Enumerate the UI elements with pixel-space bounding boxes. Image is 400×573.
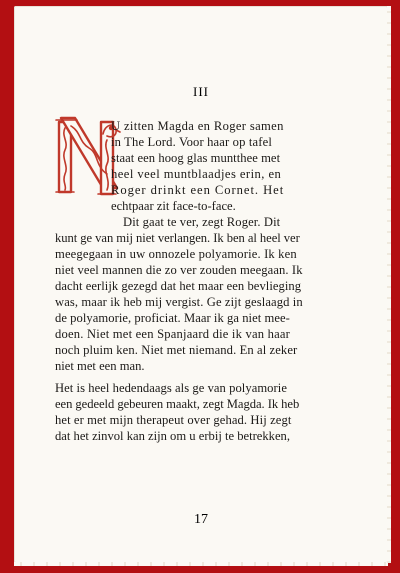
text-line: een gedeeld gebeuren maakt, zegt Magda. Ik heb bbox=[55, 397, 300, 411]
text-line: dat het zinvol kan zijn om u erbij te betrekken, bbox=[55, 429, 291, 443]
text-line: niet veel mannen die zo ver zouden meegaan. Ik bbox=[55, 263, 303, 277]
text-line: kunt ge van mij niet verlangen. Ik ben al heel ver bbox=[55, 231, 300, 245]
text-line: Het is heel hedendaags als ge van polyamorie bbox=[55, 381, 287, 395]
text-line: in The Lord. Voor haar op tafel bbox=[111, 135, 272, 149]
text-line: echtpaar zit face-to-face. bbox=[111, 199, 236, 213]
text-line: de polyamorie, proficiat. Maar ik ga niet mee- bbox=[55, 311, 290, 325]
text-line: niet met een man. bbox=[55, 359, 145, 373]
text-line: staat een hoog glas muntthee met bbox=[111, 151, 281, 165]
text-line: doen. Niet met een Spanjaard die ik van haar bbox=[55, 327, 291, 341]
text-line: Roger drinkt een Cornet. Het bbox=[111, 183, 285, 197]
text-line: heel veel muntblaadjes erin, en bbox=[111, 167, 282, 181]
text-line: U zitten Magda en Roger samen bbox=[111, 119, 284, 133]
text-line: noch pluim ken. Niet met niemand. En al zeker bbox=[55, 343, 298, 357]
text-line: was, maar ik heb mij vergist. Ge zijt geslaagd in bbox=[55, 295, 303, 309]
text-line: dacht eerlijk gezegd dat het maar een bevlieging bbox=[55, 279, 302, 293]
text-line: Dit gaat te ver, zegt Roger. Dit bbox=[123, 215, 281, 229]
book-page bbox=[14, 6, 388, 563]
chapter-number: III bbox=[193, 84, 209, 99]
page-number: 17 bbox=[194, 512, 208, 527]
text-line: meegegaan in uw onnozele polyamorie. Ik ken bbox=[55, 247, 297, 261]
text-line: het er met mijn therapeut over gehad. Hij zegt bbox=[55, 413, 292, 427]
